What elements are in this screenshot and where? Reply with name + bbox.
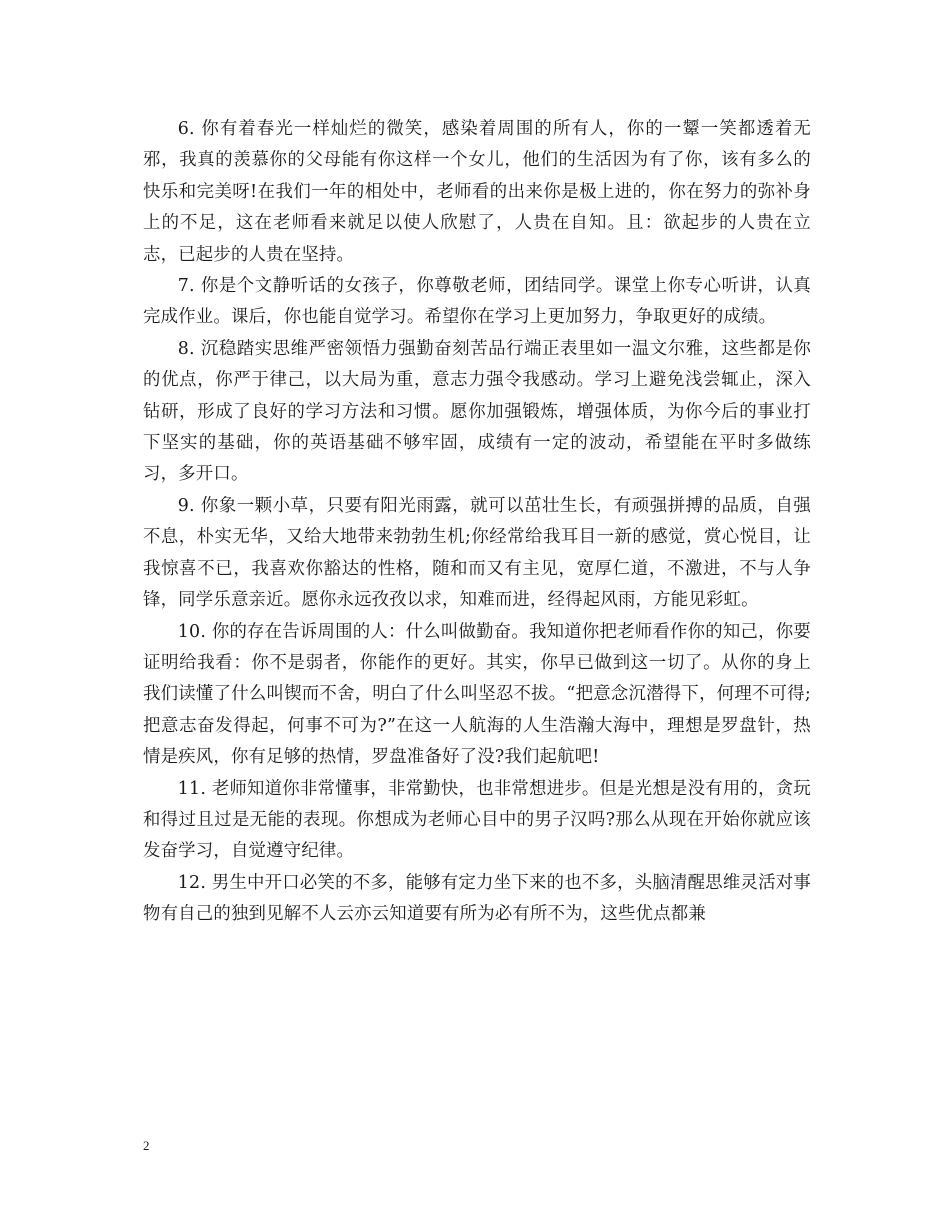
paragraph-6: 6. 你有着春光一样灿烂的微笑，感染着周围的所有人，你的一颦一笑都透着无邪，我真的羡慕你的父母能有你这样一个女儿，他们的生活因为有了你，该有多么的快乐和完美呀!在我们一年的相处中，老师看的出来你是极上进的，你在努力的弥补身上的不足，这在老师看来就足以使人欣慰了，人贵在自知。且：欲起步的人贵在立志，已起步的人贵在坚持。 (143, 119, 811, 265)
paragraph-9: 9. 你象一颗小草，只要有阳光雨露，就可以茁壮生长，有顽强拼搏的品质，自强不息，朴实无华，又给大地带来勃勃生机;你经常给我耳目一新的感觉，赏心悦目，让我惊喜不已，我喜欢你豁达的性格，随和而又有主见，宽厚仁道，不激进，不与人争锋，同学乐意亲近。愿你永远孜孜以求，知难而进，经得起风雨，方能见彩虹。 (143, 495, 811, 611)
paragraph-11: 11. 老师知道你非常懂事，非常勤快，也非常想进步。但是光想是没有用的，贪玩和得过且过是无能的表现。你想成为老师心目中的男子汉吗?那么从现在开始你就应该发奋学习，自觉遵守纪律。 (143, 778, 811, 862)
paragraph-10: 10. 你的存在告诉周围的人：什么叫做勤奋。我知道你把老师看作你的知己，你要证明给我看：你不是弱者，你能作的更好。其实，你早已做到这一切了。从你的身上我们读懂了什么叫锲而不舍，明白了什么叫坚忍不拔。“把意念沉潜得下，何理不可得;把意志奋发得起，何事不可为?”在这一人航海的人生浩瀚大海中，理想是罗盘针，热情是疾风，你有足够的热情，罗盘准备好了没?我们起航吧! (143, 621, 811, 768)
paragraph-12: 12. 男生中开口必笑的不多，能够有定力坐下来的也不多，头脑清醒思维灵活对事物有自己的独到见解不人云亦云知道要有所为必有所不为，这些优点都兼 (143, 872, 811, 925)
page-content (143, 114, 811, 931)
paragraph-8: 8. 沉稳踏实思维严密领悟力强勤奋刻苦品行端正表里如一温文尔雅，这些都是你的优点，你严于律己，以大局为重，意志力强令我感动。学习上避免浅尝辄止，深入钻研，形成了良好的学习方法和习惯。愿你加强锻炼，增强体质，为你今后的事业打下坚实的基础，你的英语基础不够牢固，成绩有一定的波动，希望能在平时多做练习，多开口。 (143, 338, 811, 485)
paragraph-7: 7. 你是个文静听话的女孩子，你尊敬老师，团结同学。课堂上你专心听讲，认真完成作业。课后，你也能自觉学习。希望你在学习上更加努力，争取更好的成绩。 (143, 276, 811, 328)
page-number: 2 (143, 1138, 150, 1153)
